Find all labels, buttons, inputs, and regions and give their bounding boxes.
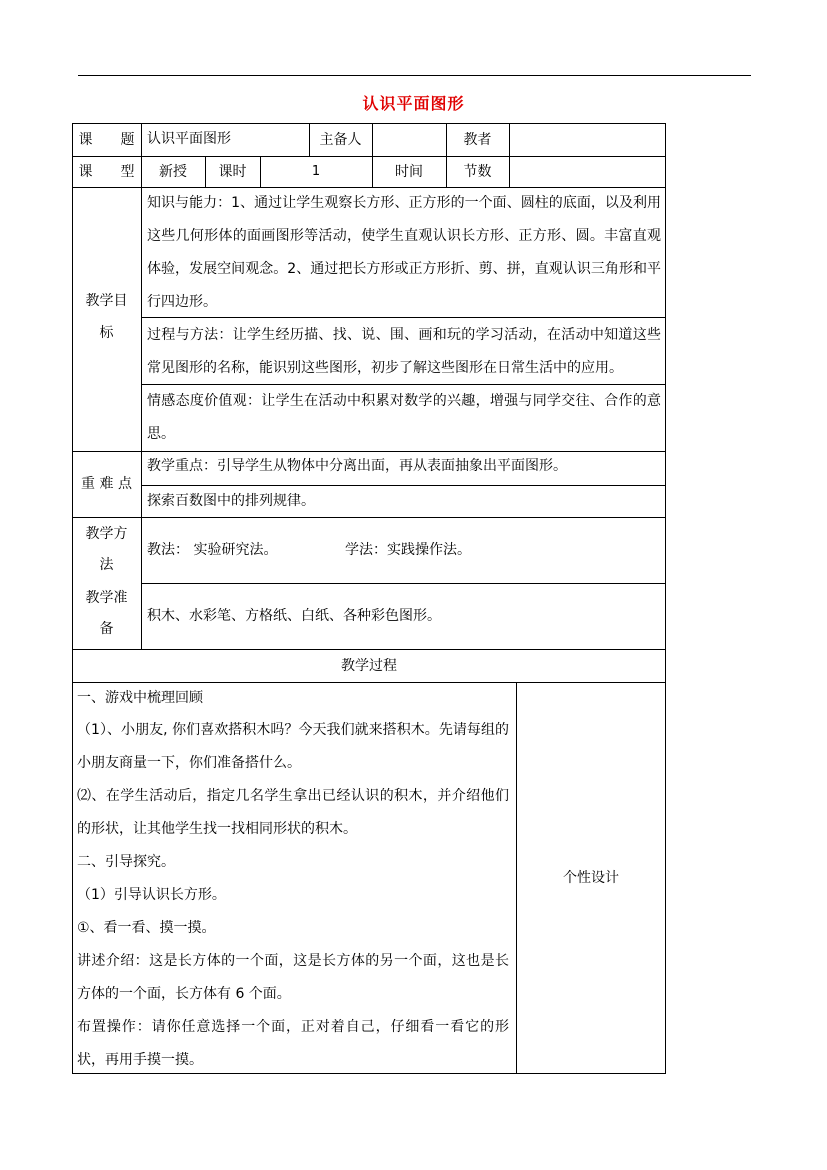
objectives-label-line1: 教学目 bbox=[85, 293, 128, 309]
period-label: 课时 bbox=[218, 163, 247, 180]
period-value: 1 bbox=[311, 163, 321, 179]
type-value: 新授 bbox=[159, 163, 187, 180]
section-label: 节数 bbox=[463, 163, 492, 180]
page-title: 认识平面图形 bbox=[362, 94, 465, 113]
topic-value: 认识平面图形 bbox=[147, 131, 231, 147]
methods-label-line2: 法 bbox=[99, 557, 114, 573]
process-line: 二、引导探究。 bbox=[77, 854, 175, 870]
time-label: 时间 bbox=[395, 163, 423, 180]
preparer-value bbox=[372, 123, 446, 156]
lesson-plan-table bbox=[72, 123, 666, 1074]
teacher-label: 教者 bbox=[463, 131, 492, 148]
process-line: ①、看一看、摸一摸。 bbox=[77, 920, 216, 936]
process-line: 一、游戏中梳理回顾 bbox=[77, 690, 203, 706]
objective-attitude: 情感态度价值观：让学生在活动中积累对数学的兴趣，增强与同学交往、合作的意思。 bbox=[147, 393, 661, 442]
teaching-method: 教法： 实验研究法。 bbox=[147, 542, 278, 558]
objective-process: 过程与方法：让学生经历描、找、说、围、画和玩的学习活动，在活动中知道这些常见图形的名称，能识别这些图形，初步了解这些图形在日常生活中的应用。 bbox=[147, 327, 661, 376]
key-points-label: 重 难 点 bbox=[81, 476, 132, 492]
key-points-difficulty: 探索百数图中的排列规律。 bbox=[147, 493, 315, 509]
methods-label bbox=[72, 517, 141, 583]
col-divider bbox=[141, 123, 142, 649]
type-label: 课 型 bbox=[78, 163, 135, 180]
process-line: ⑵、在学生活动后，指定几名学生拿出已经认识的积木，并介绍他们的形状，让其他学生找一找相同形状的积木。 bbox=[77, 788, 509, 837]
key-points-focus: 教学重点：引导学生从物体中分离出面，再从表面抽象出平面图形。 bbox=[147, 458, 567, 474]
process-line: （1）、小朋友, 你们喜欢搭积木吗？今天我们就来搭积木。先请每组的小朋友商量一下，你们准备搭什么。 bbox=[77, 722, 509, 771]
topic-label: 课 题 bbox=[78, 131, 135, 148]
section-value bbox=[509, 156, 666, 187]
personal-design-label: 个性设计 bbox=[563, 870, 619, 886]
process-heading: 教学过程 bbox=[341, 657, 397, 674]
process-line: 讲述介绍：这是长方体的一个面，这是长方体的另一个面，这也是长方体的一个面，长方体有 6 个面。 bbox=[77, 953, 509, 1002]
process-line: （1）引导认识长方形。 bbox=[77, 887, 226, 903]
learning-method: 学法：实践操作法。 bbox=[345, 542, 471, 558]
objectives-label-line2: 标 bbox=[99, 325, 114, 341]
preparation-label-line1: 教学准 bbox=[85, 590, 128, 606]
preparation-label-line2: 备 bbox=[99, 621, 114, 637]
teacher-value bbox=[509, 123, 666, 156]
objectives-label bbox=[72, 187, 141, 451]
header-rule bbox=[78, 75, 751, 76]
process-line: 布置操作：请你任意选择一个面，正对着自己，仔细看一看它的形状，再用手摸一摸。 bbox=[77, 1019, 509, 1068]
methods-label-line1: 教学方 bbox=[85, 526, 128, 542]
preparation-content: 积木、水彩笔、方格纸、白纸、各种彩色图形。 bbox=[147, 608, 441, 624]
process-body bbox=[77, 683, 509, 1077]
objective-knowledge: 知识与能力：1、通过让学生观察长方形、正方形的一个面、圆柱的底面，以及利用这些几何形体的面画图形等活动，使学生直观认识长方形、正方形、圆。丰富直观体验，发展空间观念。2、通过把长方形或正方形折、剪、拼，直观认识三角形和平行四边形。 bbox=[147, 195, 661, 310]
preparation-label bbox=[72, 583, 141, 649]
preparer-label: 主备人 bbox=[319, 131, 362, 148]
